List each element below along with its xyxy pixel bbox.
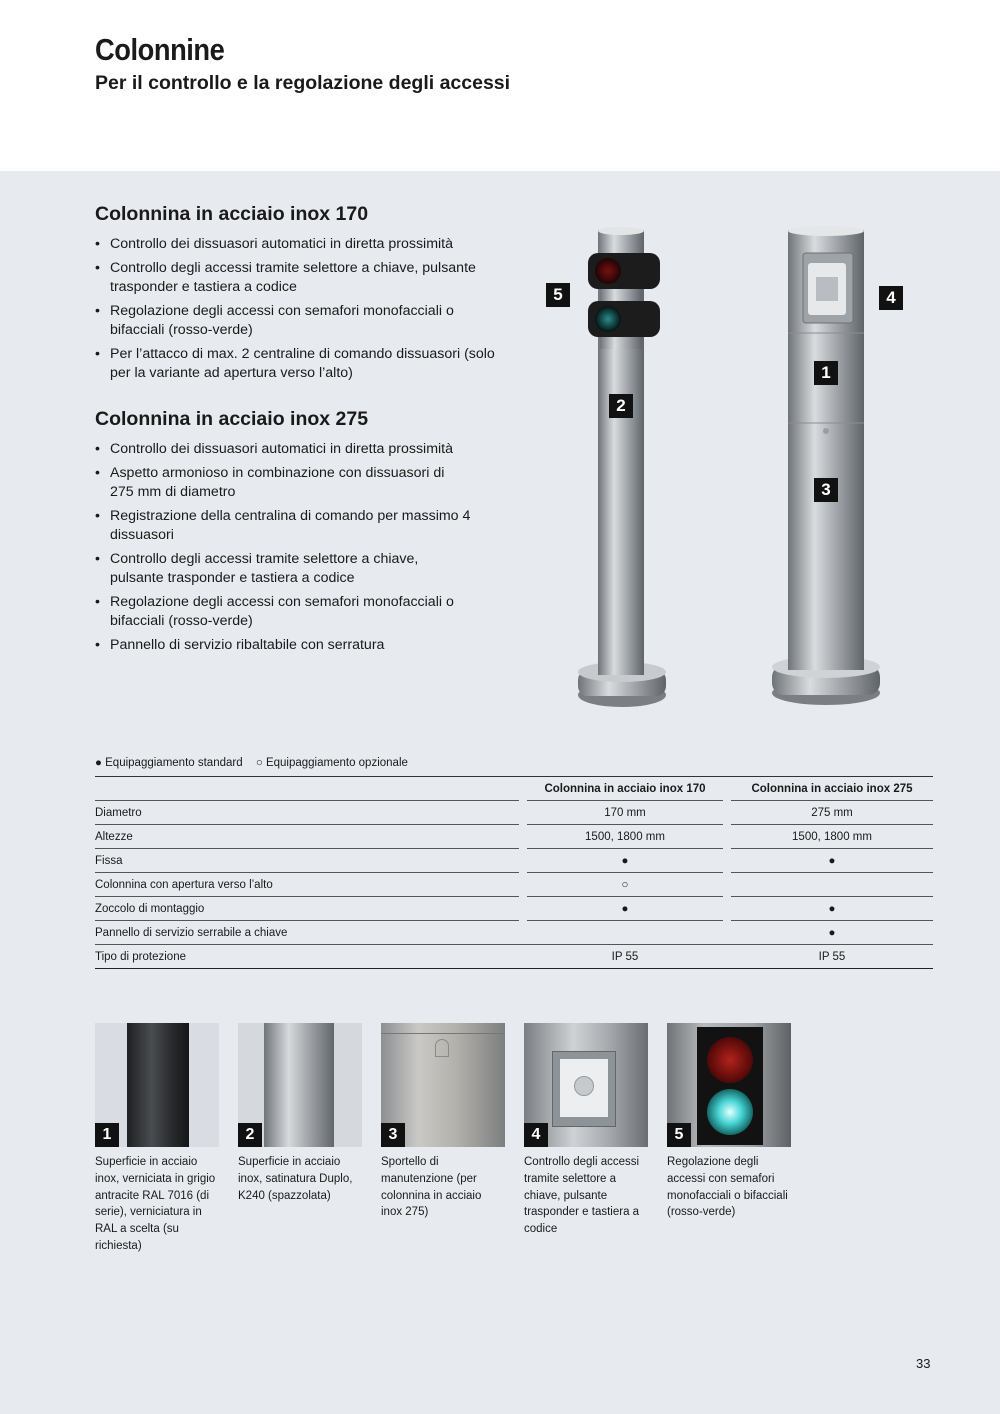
cell-value: ●	[527, 897, 723, 921]
list-item: • Controllo degli accessi tramite selettore a chiave, pulsante trasponder e tastiera a codice	[95, 259, 505, 297]
cell-value: ●	[731, 897, 933, 921]
thumbnail-caption: Sportello di manutenzione (per colonnina in acciaio inox 275)	[381, 1156, 482, 1219]
thumbnail-number: 4	[524, 1123, 548, 1147]
table-row	[95, 825, 933, 849]
cell-value: ●	[731, 849, 933, 873]
cell-value: IP 55	[731, 945, 933, 969]
cell-value: ○	[527, 873, 723, 897]
row-label: Tipo di protezione	[95, 945, 519, 969]
table-row	[95, 849, 933, 873]
cell-value: 1500, 1800 mm	[527, 825, 723, 849]
bollard-275-image	[770, 225, 882, 710]
thumbnail-number: 1	[95, 1123, 119, 1147]
list-item: • Pannello di servizio ribaltabile con serratura	[95, 636, 515, 655]
section-inox-275	[95, 408, 515, 660]
legend-optional: ○ Equipaggiamento opzionale	[255, 757, 408, 769]
table-row	[95, 945, 933, 969]
thumbnail-key-selector	[524, 1023, 648, 1238]
thumbnail-caption: Regolazione degli accessi con semafori monofacciali o bifacciali (rosso-verde)	[667, 1156, 788, 1219]
cell-value: 1500, 1800 mm	[731, 825, 933, 849]
row-label: Zoccolo di montaggio	[95, 897, 519, 921]
cell-value: IP 55	[527, 945, 723, 969]
cell-value: ●	[527, 849, 723, 873]
table-row	[95, 873, 933, 897]
thumbnail-number: 5	[667, 1123, 691, 1147]
page-title: Colonnine	[95, 32, 225, 67]
cell-value: ●	[731, 921, 933, 945]
thumbnail-anthracite-finish	[95, 1023, 219, 1255]
list-item: • Aspetto armonioso in combinazione con dissuasori di 275 mm di diametro	[95, 464, 465, 502]
callout-badge-1: 1	[814, 361, 838, 385]
row-label: Altezze	[95, 825, 519, 849]
list-item: • Per l’attacco di max. 2 centraline di comando dissuasori (solo per la variante ad apertura verso l’alto)	[95, 345, 495, 383]
table-row	[95, 897, 933, 921]
cell-value: 170 mm	[527, 801, 723, 825]
feature-list	[95, 235, 515, 383]
callout-badge-5: 5	[546, 283, 570, 307]
table-row	[95, 921, 933, 945]
list-item: • Controllo dei dissuasori automatici in diretta prossimità	[95, 235, 515, 254]
thumbnail-caption: Superficie in acciaio inox, satinatura Duplo, K240 (spazzolata)	[238, 1156, 353, 1202]
thumbnail-caption: Controllo degli accessi tramite selettore a chiave, pulsante trasponder e tastiera a codice	[524, 1156, 640, 1236]
cell-value: 275 mm	[731, 801, 933, 825]
callout-badge-3: 3	[814, 478, 838, 502]
column-header: Colonnina in acciaio inox 275	[751, 782, 913, 795]
thumbnail-traffic-light	[667, 1023, 791, 1221]
row-label: Pannello di servizio serrabile a chiave	[95, 921, 519, 945]
legend-standard: ● Equipaggiamento standard	[95, 757, 243, 769]
callout-badge-4: 4	[879, 286, 903, 310]
bollard-170-image	[570, 225, 670, 710]
thumbnail-caption: Superficie in acciaio inox, verniciata in grigio antracite RAL 7016 (di serie), verniciatura in RAL a scelta (su richiesta)	[95, 1156, 216, 1252]
thumbnail-number: 2	[238, 1123, 262, 1147]
column-header: Colonnina in acciaio inox 170	[544, 782, 706, 795]
list-item: • Registrazione della centralina di comando per massimo 4 dissuasori	[95, 507, 490, 545]
list-item: • Controllo degli accessi tramite selettore a chiave, pulsante trasponder e tastiera a codice	[95, 550, 455, 588]
list-item: • Regolazione degli accessi con semafori monofacciali o bifacciali (rosso-verde)	[95, 593, 480, 631]
table-header-row	[95, 777, 933, 801]
row-label: Colonnina con apertura verso l’alto	[95, 873, 519, 897]
thumbnail-service-hatch	[381, 1023, 505, 1221]
list-item: • Regolazione degli accessi con semafori monofacciali o bifacciali (rosso-verde)	[95, 302, 480, 340]
section-heading: Colonnina in acciaio inox 275	[95, 408, 369, 430]
equipment-legend	[95, 757, 418, 769]
row-label: Fissa	[95, 849, 519, 873]
page-number: 33	[916, 1356, 931, 1371]
feature-list	[95, 440, 515, 655]
section-heading: Colonnina in acciaio inox 170	[95, 203, 369, 225]
thumbnail-brushed-finish	[238, 1023, 362, 1204]
callout-badge-2: 2	[609, 394, 633, 418]
spec-table	[95, 776, 933, 969]
header-band	[0, 0, 1000, 171]
row-label: Diametro	[95, 801, 519, 825]
section-inox-170	[95, 203, 515, 388]
cell-value	[731, 873, 933, 897]
list-item: • Controllo dei dissuasori automatici in diretta prossimità	[95, 440, 515, 459]
thumbnail-number: 3	[381, 1123, 405, 1147]
page-subtitle: Per il controllo e la regolazione degli accessi	[95, 72, 511, 94]
table-row	[95, 801, 933, 825]
cell-value	[527, 921, 723, 945]
